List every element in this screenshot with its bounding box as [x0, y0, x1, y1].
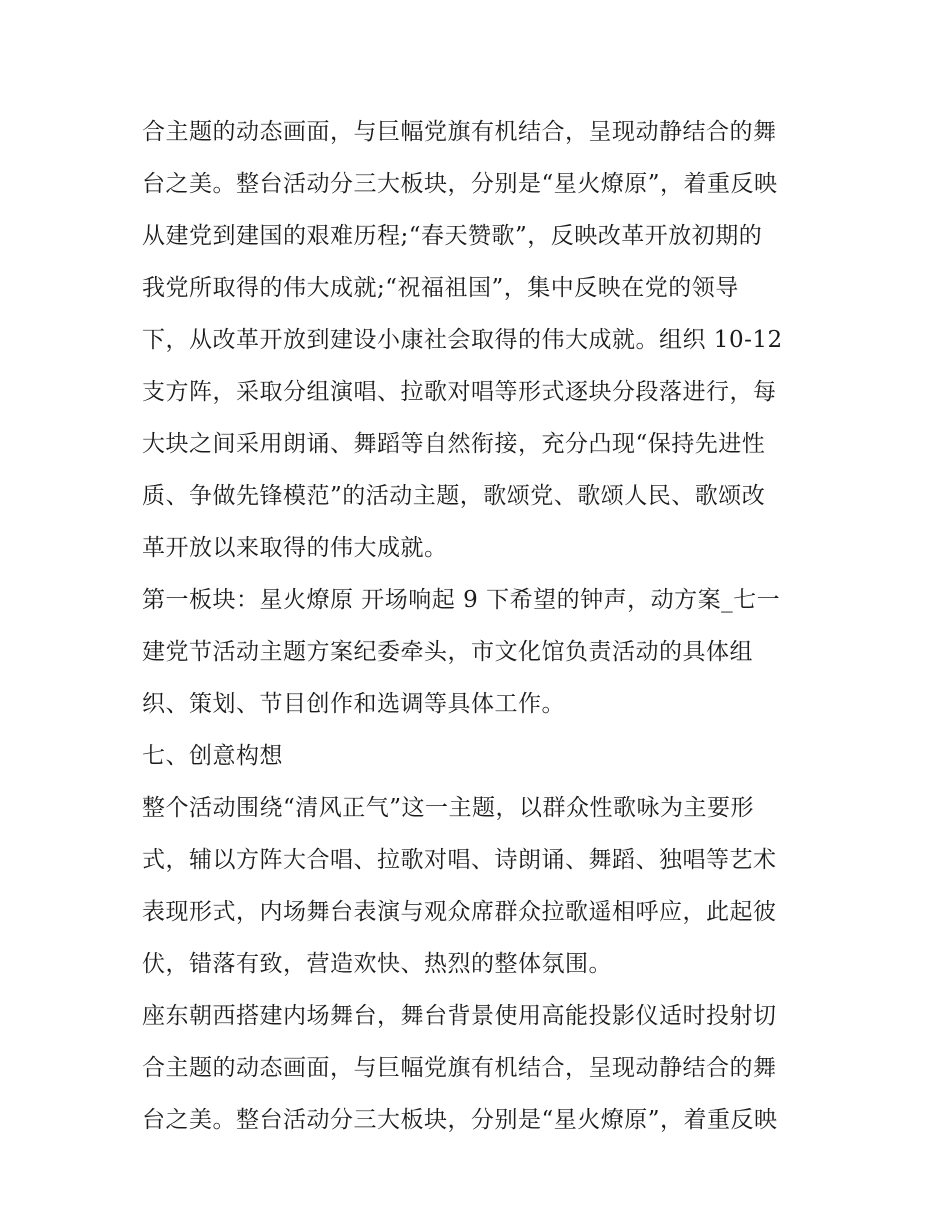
text-line: 台之美。整台活动分三大板块，分别是“星火燎原”，着重反映: [142, 171, 778, 197]
text-line: 第一板块：星火燎原 开场响起 9 下希望的钟声，动方案_七一: [142, 587, 781, 613]
document-body: [142, 106, 814, 1146]
text-line: 建党节活动主题方案纪委牵头，市文化馆负责活动的具体组: [142, 639, 753, 665]
text-line: 台之美。整台活动分三大板块，分别是“星火燎原”，着重反映: [142, 1107, 778, 1133]
text-line: 整个活动围绕“清风正气”这一主题，以群众性歌咏为主要形: [142, 795, 755, 821]
text-line: 式，辅以方阵大合唱、拉歌对唱、诗朗诵、舞蹈、独唱等艺术: [142, 847, 777, 873]
section-heading: 七、创意构想: [142, 743, 283, 769]
text-line: 座东朝西搭建内场舞台，舞台背景使用高能投影仪适时投射切: [142, 1003, 777, 1029]
text-line: 从建党到建国的艰难历程;“春天赞歌”，反映改革开放初期的: [142, 223, 763, 249]
text-line: 下，从改革开放到建设小康社会取得的伟大成就。组织 10-12: [142, 327, 783, 353]
text-line: 织、策划、节目创作和选调等具体工作。: [142, 691, 565, 717]
text-line: 质、争做先锋模范”的活动主题，歌颂党、歌颂人民、歌颂改: [142, 483, 766, 509]
text-line: 革开放以来取得的伟大成就。: [142, 535, 448, 561]
text-line: 大块之间采用朗诵、舞蹈等自然衔接，充分凸现“保持先进性: [142, 431, 766, 457]
text-line: 合主题的动态画面，与巨幅党旗有机结合，呈现动静结合的舞: [142, 119, 777, 145]
text-line: 支方阵，采取分组演唱、拉歌对唱等形式逐块分段落进行，每: [142, 379, 777, 405]
text-line: 伏，错落有致，营造欢快、热烈的整体氛围。: [142, 951, 612, 977]
text-line: 表现形式，内场舞台表演与观众席群众拉歌遥相呼应，此起彼: [142, 899, 777, 925]
text-line: 合主题的动态画面，与巨幅党旗有机结合，呈现动静结合的舞: [142, 1055, 777, 1081]
text-line: 我党所取得的伟大成就;“祝福祖国”，集中反映在党的领导: [142, 275, 739, 301]
